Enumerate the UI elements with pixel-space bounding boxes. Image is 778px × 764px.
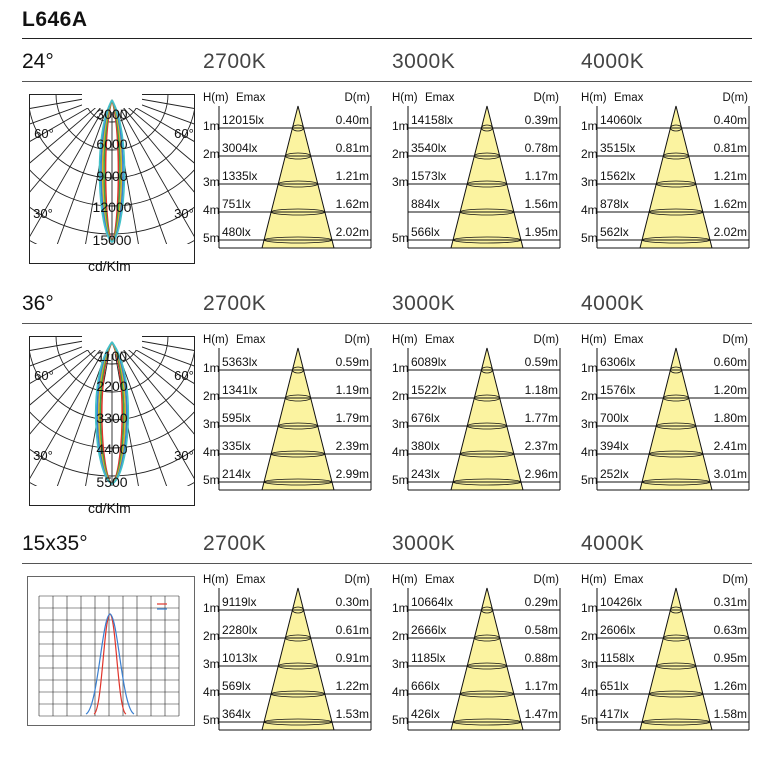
cone-table	[203, 92, 373, 252]
row-emax-value: 426lx	[411, 707, 440, 721]
row-emax-value: 214lx	[222, 467, 251, 481]
cone-table	[581, 334, 751, 494]
row-height-label: 4m	[203, 685, 220, 699]
row-emax-value: 9119lx	[222, 595, 257, 609]
row-height-label: 1m	[581, 601, 598, 615]
cone-header-height: H(m)	[203, 574, 229, 586]
cone-header-emax: Emax	[425, 334, 455, 346]
row-diameter-value: 0.59m	[524, 355, 558, 369]
cct-heading: 2700K	[203, 50, 267, 73]
row-emax-value: 364lx	[222, 707, 251, 721]
row-height-label: 3m	[392, 417, 409, 431]
row-emax-value: 1573lx	[411, 169, 447, 183]
polar-diagram-svg	[29, 94, 195, 264]
row-diameter-value: 1.26m	[713, 679, 747, 693]
polar-angle-label: 60°	[174, 368, 194, 383]
row-diameter-value: 0.29m	[524, 595, 558, 609]
polar-angle-label: 60°	[34, 126, 54, 141]
row-emax-value: 417lx	[600, 707, 629, 721]
row-height-label: 1m	[203, 361, 220, 375]
row-emax-value: 480lx	[222, 225, 251, 239]
row-diameter-value: 1.21m	[713, 169, 747, 183]
row-height-label: 2m	[203, 629, 220, 643]
section-divider	[22, 563, 752, 564]
row-diameter-value: 1.19m	[335, 383, 369, 397]
cone-header-distance: D(m)	[344, 334, 370, 346]
cone-header-height: H(m)	[203, 334, 229, 346]
cone-header-height: H(m)	[581, 92, 607, 104]
cone-header-distance: D(m)	[344, 574, 370, 586]
row-height-label: 4m	[581, 203, 598, 217]
cone-header-height: H(m)	[203, 92, 229, 104]
row-emax-value: 878lx	[600, 197, 629, 211]
cone-header-height: H(m)	[392, 92, 418, 104]
row-emax-value: 884lx	[411, 197, 440, 211]
row-height-label: 2m	[581, 389, 598, 403]
row-emax-value: 335lx	[222, 439, 251, 453]
row-height-label: 2m	[392, 389, 409, 403]
row-emax-value: 1185lx	[411, 651, 446, 665]
cone-header-distance: D(m)	[533, 92, 559, 104]
beam-angle-heading: 15x35°	[22, 532, 88, 555]
row-height-label: 2m	[392, 147, 409, 161]
row-height-label: 4m	[581, 445, 598, 459]
polar-ring-label: 2200	[96, 378, 128, 394]
row-diameter-value: 0.81m	[335, 141, 369, 155]
row-diameter-value: 0.60m	[713, 355, 747, 369]
polar-ring-label: 5500	[96, 474, 128, 490]
row-diameter-value: 1.56m	[524, 197, 558, 211]
row-height-label: 5m	[203, 713, 220, 727]
row-diameter-value: 1.80m	[713, 411, 747, 425]
row-height-label: 5m	[581, 231, 598, 245]
cone-header-distance: D(m)	[533, 574, 559, 586]
row-height-label: 2m	[392, 629, 409, 643]
row-emax-value: 14158lx	[411, 113, 454, 127]
row-emax-value: 1335lx	[222, 169, 258, 183]
row-height-label: 1m	[203, 601, 220, 615]
polar-ring-label: 3000	[96, 106, 128, 122]
row-height-label: 3m	[203, 175, 220, 189]
row-height-label: 5m	[581, 473, 598, 487]
row-diameter-value: 0.81m	[713, 141, 747, 155]
row-emax-value: 651lx	[600, 679, 629, 693]
row-diameter-value: 2.02m	[335, 225, 369, 239]
row-height-label: 5m	[203, 473, 220, 487]
row-height-label: 3m	[581, 175, 598, 189]
polar-ring-label: 15000	[92, 232, 132, 248]
row-emax-value: 14060lx	[600, 113, 643, 127]
row-diameter-value: 2.41m	[713, 439, 747, 453]
row-diameter-value: 1.21m	[335, 169, 369, 183]
row-height-label: 1m	[392, 361, 409, 375]
row-height-label: 3m	[581, 657, 598, 671]
row-emax-value: 566lx	[411, 225, 440, 239]
row-emax-value: 595lx	[222, 411, 251, 425]
row-height-label: 1m	[581, 119, 598, 133]
cone-header-emax: Emax	[425, 92, 455, 104]
row-height-label: 1m	[392, 119, 409, 133]
beam-chart-svg	[27, 576, 195, 726]
row-height-label: 5m	[392, 713, 409, 727]
row-diameter-value: 2.96m	[524, 467, 558, 481]
row-emax-value: 3515lx	[600, 141, 636, 155]
cone-table	[392, 334, 562, 494]
row-diameter-value: 1.62m	[713, 197, 747, 211]
polar-angle-label: 60°	[34, 368, 54, 383]
row-diameter-value: 1.47m	[524, 707, 558, 721]
row-height-label: 3m	[203, 417, 220, 431]
row-emax-value: 5363lx	[222, 355, 258, 369]
row-height-label: 2m	[581, 147, 598, 161]
row-emax-value: 1562lx	[600, 169, 636, 183]
row-height-label: 5m	[392, 473, 409, 487]
row-diameter-value: 1.22m	[335, 679, 369, 693]
row-diameter-value: 1.20m	[713, 383, 747, 397]
row-diameter-value: 0.30m	[335, 595, 369, 609]
row-emax-value: 1576lx	[600, 383, 636, 397]
cone-header-emax: Emax	[425, 574, 455, 586]
row-height-label: 4m	[203, 203, 220, 217]
cct-heading: 2700K	[203, 532, 267, 555]
polar-unit-label: cd/Klm	[88, 500, 131, 516]
row-diameter-value: 0.40m	[335, 113, 369, 127]
row-emax-value: 1013lx	[222, 651, 258, 665]
row-height-label: 4m	[392, 445, 409, 459]
row-diameter-value: 0.58m	[524, 623, 558, 637]
row-height-label: 4m	[392, 685, 409, 699]
cct-heading: 3000K	[392, 532, 456, 555]
row-diameter-value: 0.63m	[713, 623, 747, 637]
row-diameter-value: 1.77m	[524, 411, 558, 425]
cct-heading: 4000K	[581, 532, 645, 555]
row-diameter-value: 0.59m	[335, 355, 369, 369]
row-diameter-value: 0.78m	[524, 141, 558, 155]
cone-header-emax: Emax	[236, 92, 266, 104]
row-height-label: 5m	[392, 231, 409, 245]
row-diameter-value: 0.61m	[335, 623, 369, 637]
cone-header-emax: Emax	[614, 574, 644, 586]
row-emax-value: 2280lx	[222, 623, 258, 637]
row-diameter-value: 2.02m	[713, 225, 747, 239]
row-emax-value: 2606lx	[600, 623, 636, 637]
row-diameter-value: 1.62m	[335, 197, 369, 211]
row-emax-value: 394lx	[600, 439, 629, 453]
row-height-label: 4m	[203, 445, 220, 459]
row-diameter-value: 1.79m	[335, 411, 369, 425]
cct-heading: 4000K	[581, 292, 645, 315]
row-height-label: 3m	[392, 175, 409, 189]
row-diameter-value: 2.39m	[335, 439, 369, 453]
row-emax-value: 1522lx	[411, 383, 447, 397]
row-height-label: 3m	[392, 657, 409, 671]
polar-angle-label: 30°	[33, 206, 53, 221]
row-emax-value: 666lx	[411, 679, 440, 693]
row-diameter-value: 1.58m	[713, 707, 747, 721]
product-title: L646A	[22, 8, 88, 31]
row-emax-value: 380lx	[411, 439, 440, 453]
row-emax-value: 2666lx	[411, 623, 447, 637]
row-height-label: 1m	[581, 361, 598, 375]
polar-angle-label: 60°	[174, 126, 194, 141]
polar-ring-label: 12000	[92, 199, 132, 215]
row-diameter-value: 0.91m	[335, 651, 369, 665]
cone-table	[392, 574, 562, 734]
cone-header-distance: D(m)	[722, 92, 748, 104]
cone-header-distance: D(m)	[533, 334, 559, 346]
row-emax-value: 12015lx	[222, 113, 265, 127]
row-diameter-value: 1.17m	[524, 679, 558, 693]
cone-table	[581, 574, 751, 734]
row-height-label: 2m	[581, 629, 598, 643]
row-height-label: 5m	[203, 231, 220, 245]
row-diameter-value: 0.39m	[524, 113, 558, 127]
beam-angle-heading: 24°	[22, 50, 54, 73]
row-height-label: 3m	[581, 417, 598, 431]
cone-header-height: H(m)	[581, 334, 607, 346]
row-diameter-value: 1.53m	[335, 707, 369, 721]
row-emax-value: 6306lx	[600, 355, 636, 369]
row-diameter-value: 1.95m	[524, 225, 558, 239]
row-emax-value: 1341lx	[222, 383, 258, 397]
polar-diagram	[29, 336, 195, 506]
row-diameter-value: 0.95m	[713, 651, 747, 665]
row-diameter-value: 1.18m	[524, 383, 558, 397]
row-emax-value: 751lx	[222, 197, 251, 211]
row-height-label: 2m	[203, 147, 220, 161]
title-divider	[22, 38, 752, 39]
row-emax-value: 676lx	[411, 411, 440, 425]
cone-header-emax: Emax	[614, 92, 644, 104]
polar-ring-label: 4400	[96, 441, 128, 457]
row-diameter-value: 0.88m	[524, 651, 558, 665]
cone-header-distance: D(m)	[722, 334, 748, 346]
beam-distribution-chart	[27, 576, 195, 726]
polar-angle-label: 30°	[174, 206, 194, 221]
cone-table	[581, 92, 751, 252]
beam-angle-heading: 36°	[22, 292, 54, 315]
row-height-label: 3m	[203, 657, 220, 671]
cone-table	[392, 92, 562, 252]
cone-header-emax: Emax	[236, 334, 266, 346]
row-diameter-value: 1.17m	[524, 169, 558, 183]
row-emax-value: 252lx	[600, 467, 629, 481]
row-emax-value: 10664lx	[411, 595, 454, 609]
section-divider	[22, 323, 752, 324]
row-diameter-value: 2.99m	[335, 467, 369, 481]
cone-header-height: H(m)	[392, 334, 418, 346]
row-height-label: 1m	[392, 601, 409, 615]
row-emax-value: 3540lx	[411, 141, 447, 155]
row-height-label: 4m	[581, 685, 598, 699]
cct-heading: 3000K	[392, 50, 456, 73]
row-height-label: 2m	[203, 389, 220, 403]
polar-angle-label: 30°	[174, 448, 194, 463]
row-emax-value: 700lx	[600, 411, 629, 425]
cone-header-emax: Emax	[236, 574, 266, 586]
polar-unit-label: cd/Klm	[88, 258, 131, 274]
cct-heading: 2700K	[203, 292, 267, 315]
cone-table	[203, 334, 373, 494]
row-emax-value: 243lx	[411, 467, 440, 481]
row-emax-value: 10426lx	[600, 595, 643, 609]
row-emax-value: 6089lx	[411, 355, 447, 369]
polar-diagram-svg	[29, 336, 195, 506]
row-diameter-value: 0.40m	[713, 113, 747, 127]
polar-ring-label: 3300	[96, 410, 128, 426]
row-emax-value: 569lx	[222, 679, 251, 693]
cct-heading: 4000K	[581, 50, 645, 73]
cone-header-height: H(m)	[392, 574, 418, 586]
row-diameter-value: 0.31m	[713, 595, 747, 609]
cone-header-height: H(m)	[581, 574, 607, 586]
row-diameter-value: 3.01m	[713, 467, 747, 481]
row-height-label: 5m	[581, 713, 598, 727]
cone-header-emax: Emax	[614, 334, 644, 346]
row-diameter-value: 2.37m	[524, 439, 558, 453]
polar-ring-label: 6000	[96, 136, 128, 152]
cone-header-distance: D(m)	[344, 92, 370, 104]
row-emax-value: 562lx	[600, 225, 629, 239]
polar-angle-label: 30°	[33, 448, 53, 463]
row-emax-value: 3004lx	[222, 141, 258, 155]
polar-ring-label: 9000	[96, 168, 128, 184]
row-emax-value: 1158lx	[600, 651, 635, 665]
cone-header-distance: D(m)	[722, 574, 748, 586]
cone-table	[203, 574, 373, 734]
row-height-label: 1m	[203, 119, 220, 133]
polar-ring-label: 1100	[96, 348, 128, 364]
polar-diagram	[29, 94, 195, 264]
section-divider	[22, 81, 752, 82]
cct-heading: 3000K	[392, 292, 456, 315]
